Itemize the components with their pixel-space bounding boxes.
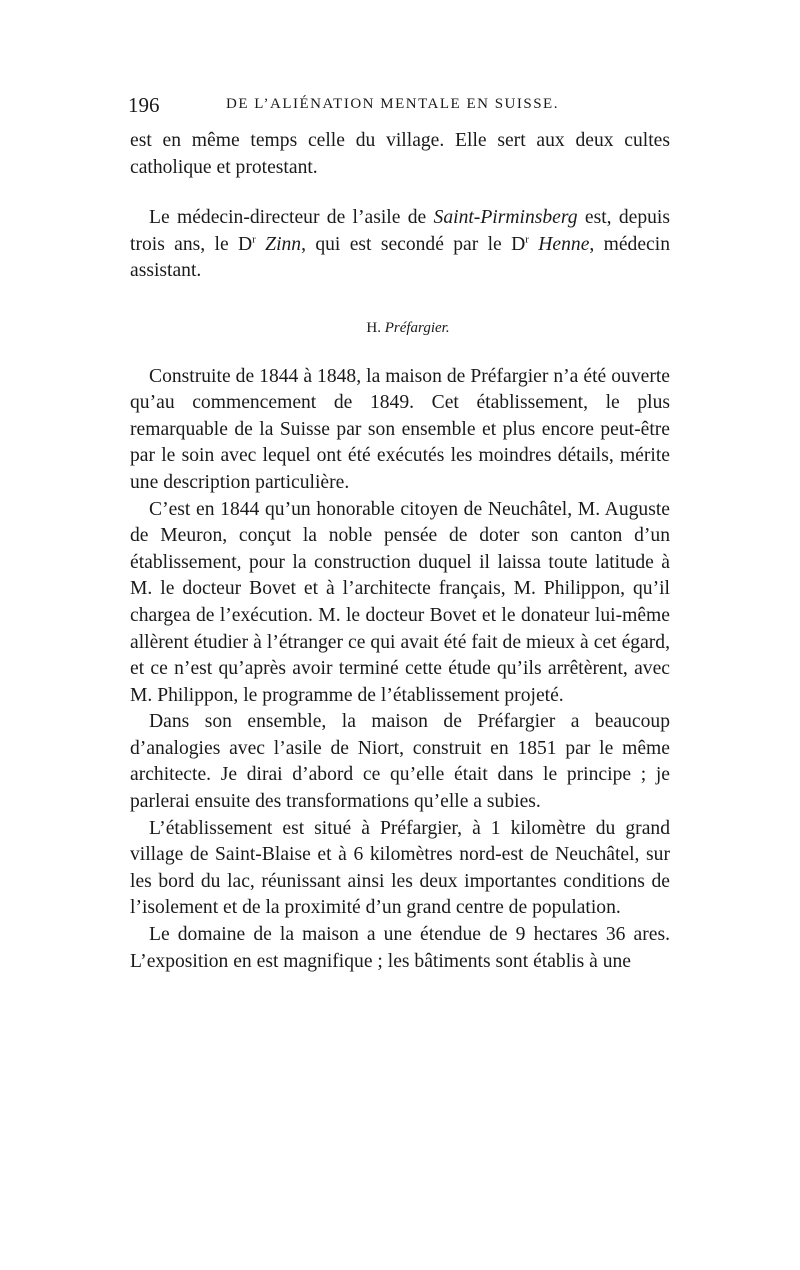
text-run — [529, 234, 538, 255]
text-run: Le médecin-directeur de l’asile de — [149, 207, 434, 229]
person-name: Zinn — [265, 233, 302, 255]
page-number: 196 — [128, 93, 160, 117]
paragraph-continued: est en même temps celle du village. Elle sert aux deux cultes catholique et protestant. — [130, 130, 670, 178]
paragraph: L’établissement est situé à Préfargier, à 1 kilomètre du grand village de Saint-Blaise et à 6 kilomètres nord-est de Neuchâtel, sur les bord du lac, réunissant ainsi les deux importantes conditions de l’isolement et de la proximité d’un grand centre de population. — [130, 817, 670, 919]
section-title: Préfargier. — [384, 319, 450, 336]
person-name: Henne — [538, 233, 590, 255]
text-run: est, depuis trois ans, le D — [130, 207, 670, 255]
superscript: r — [252, 233, 256, 246]
paragraph: Le domaine de la maison a une étendue de 9 hectares 36 ares. L’exposition en est magnifique ; les bâtiments sont établis à une — [130, 924, 670, 972]
running-header — [128, 93, 668, 121]
section-letter: H. — [366, 319, 381, 336]
running-title: DE L’ALIÉNATION MENTALE EN SUISSE. — [226, 96, 559, 112]
text-run: , médecin assistant. — [130, 233, 670, 282]
paragraph: Dans son ensemble, la maison de Préfargier a beaucoup d’analogies avec l’asile de Niort, construit en 1851 par le même architecte. Je dirai d’abord ce qu’elle était dans le principe ; je parlerai ensuite des transformations qu’elle a subies. — [130, 711, 670, 813]
body-text — [130, 128, 670, 975]
paragraph: C’est en 1844 qu’un honorable citoyen de Neuchâtel, M. Auguste de Meuron, conçut la noble pensée de doter son canton d’un établissement, pour la construction duquel il laissa toute latitude à M. le docteur Bovet et à l’architecte français, M. Philippon, qu’il chargea de l’exécution. M. le docteur Bovet et le donateur lui-même allèrent étudier à l’étranger ce qui avait été fait de mieux à cet égard, et ce n’est qu’après avoir terminé cette étude qu’ils arrêtèrent, avec M. Philippon, le programme de l’établissement projeté. — [130, 498, 670, 706]
paragraph: Construite de 1844 à 1848, la maison de Préfargier n’a été ouverte qu’au commencement de 1849. Cet établissement, le plus remarquable de la Suisse par son ensemble et plus encore peut-être par le soin avec lequel ont été exécutés les moindres détails, mérite une description particulière. — [130, 365, 670, 493]
superscript: r — [525, 233, 529, 246]
paragraph-director — [130, 205, 670, 285]
section-heading — [130, 315, 670, 342]
text-run: , qui est secondé par le D — [301, 233, 526, 255]
place-name: Saint-Pirminsberg — [433, 207, 578, 229]
text-run — [256, 234, 265, 255]
